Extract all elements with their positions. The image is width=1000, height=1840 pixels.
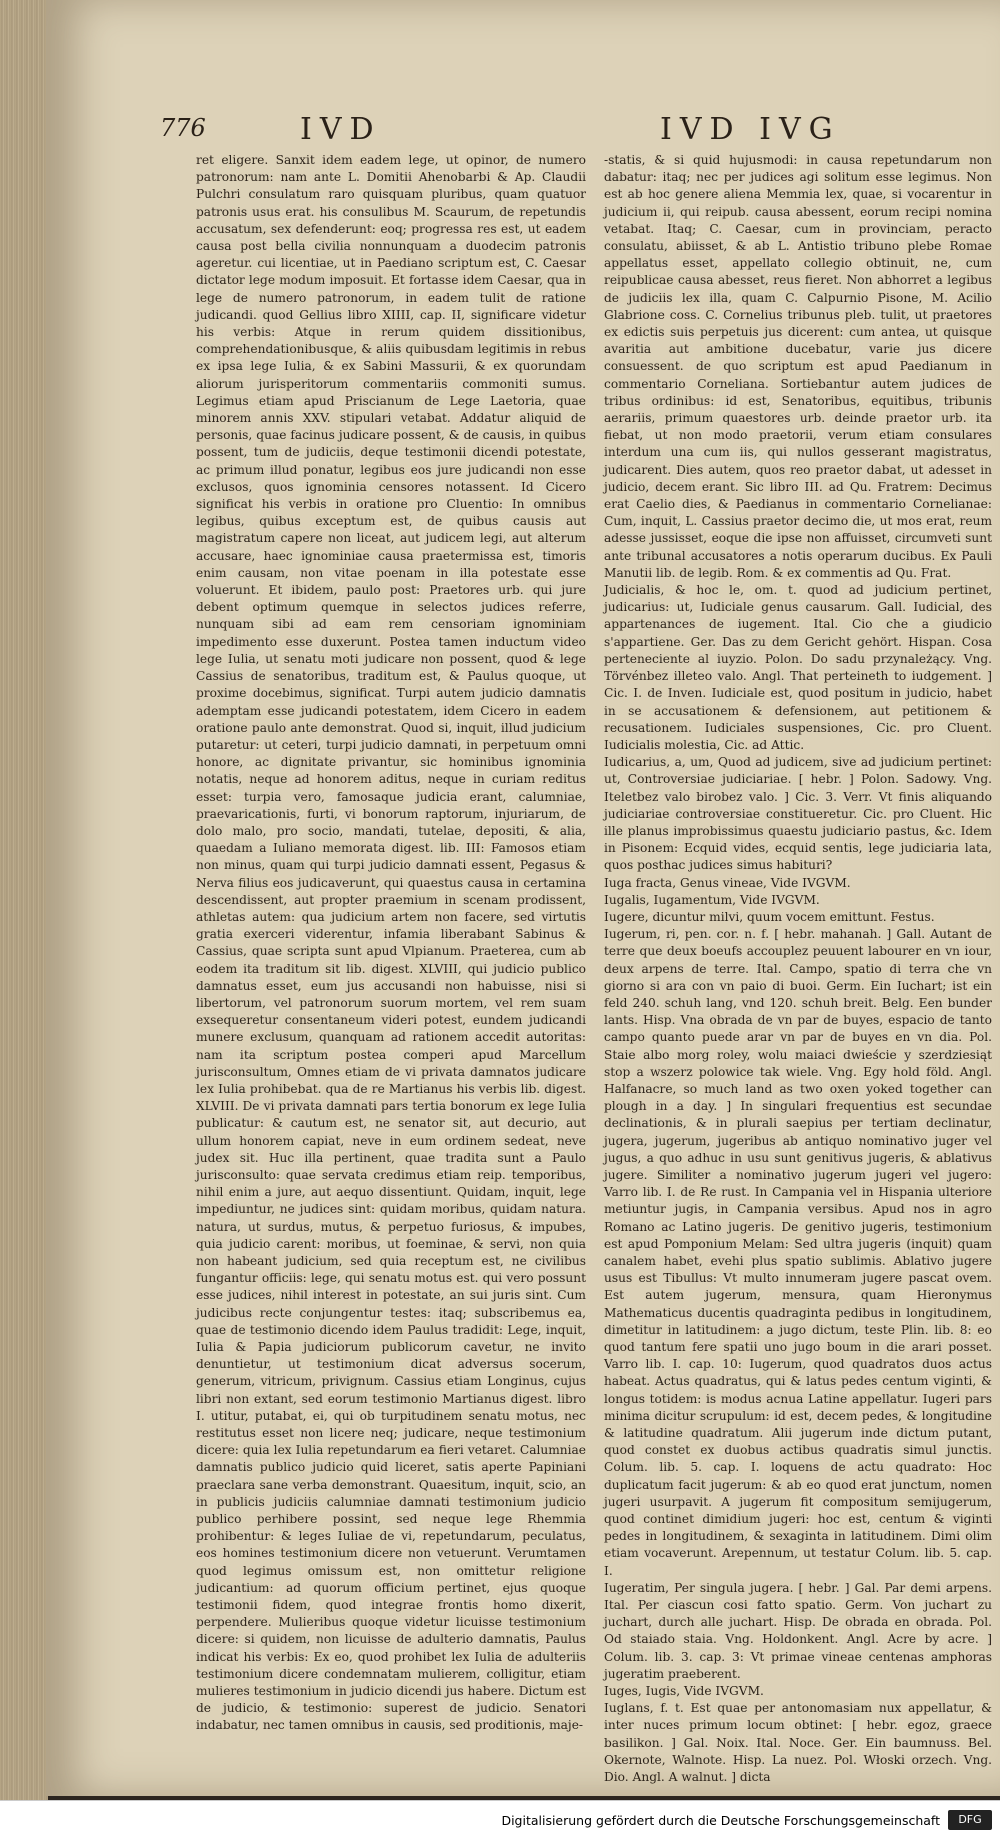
text-column-left <box>196 152 586 1733</box>
dictionary-entry-jugalis: Iugalis, Iugamentum, Vide IVGVM. <box>604 892 820 907</box>
dictionary-entry-juga-fracta: Iuga fracta, Genus vineae, Vide IVGVM. <box>604 875 851 890</box>
dictionary-entry-jugeratim: Iugeratim, Per singula jugera. [ hebr. ] Gal. Par demi arpens. Ital. Per ciascun cosi fatto spatio. Germ. Von juchart zu juchart, durch alle juchart. Hisp. De obrada en obrada. Pol. Od staiado staia. Vng. Holdonkent. Angl. Acre by acre. ] Colum. lib. 3. cap. 3: Vt primae vineae centenas amphoras jugeratim praeberent. <box>604 1580 992 1681</box>
dictionary-entry-juglans: Iuglans, f. t. Est quae per antonomasiam nux appellatur, & inter nuces primum locum obtinet: [ hebr. egoz, graece basilikon. ] Gal. Noix. Ital. Noce. Ger. Ein baumnuss. Bel. Okernote, Walnote. Hisp. La nuez. Pol. Włoski orzech. Vng. Dio. Angl. A walnut. ] dicta <box>604 1701 992 1785</box>
text-column-right <box>604 152 992 1785</box>
dictionary-entry-judicialis: Judicialis, & hoc le, om. t. quod ad judicium pertinet, judicarius: ut, Iudiciale genus causarum. Gall. Iudicial, des appartenances de iugement. Ital. Cio che a giudicio s'appartiene. Ger. Das zu dem Gericht gehört. Hispan. Cosa perteneciente al iuyzio. Polon. Do sadu przynależący. Vng. Törvénbez illeteo valo. Angl. That perteineth to iudgement. ] Cic. I. de Inven. Iudiciale est, quod positum in judicio, habet in se accusationem & defensionem, aut petitionem & recusationem. Iudiciales suspensiones, Cic. pro Cluent. Iudicialis molestia, Cic. ad Attic. <box>604 583 992 752</box>
page-header <box>160 112 980 152</box>
running-head-right: IVD IVG <box>660 112 841 147</box>
dictionary-entry-judicarius: Iudicarius, a, um, Quod ad judicem, sive ad judicium pertinet: ut, Controversiae judiciariae. [ hebr. ] Polon. Sadowy. Vng. Iteletbez valo birobez valo. ] Cic. 3. Verr. Vt finis aliquando judiciariae controversiae constitueretur. Cic. pro Cluent. Hic ille planus improbissimus quaestu judiciario pastus, &c. Idem in Pisonem: Ecquid vides, ecquid sentis, lege judiciaria lata, quos posthac judices simus habituri? <box>604 755 992 873</box>
dictionary-entry-juges: Iuges, Iugis, Vide IVGVM. <box>604 1684 764 1699</box>
dfg-logo: DFG <box>948 1810 992 1830</box>
paragraph: ret eligere. Sanxit idem eadem lege, ut opinor, de numero patronorum: nam ante L. Domitii Ahenobarbi & Ap. Claudii Pulchri consulatum raro quisquam pluribus, quam quatuor patronis usus erat. his consulibus M. Scaurum, de repetundis accusatum, sex defenderunt: eoq; progressa res est, ut eadem causa post bella civilia nonnunquam a duodecim patronis ageretur. cui licentiae, ut in Paediano scriptum est, C. Caesar dictator lege modum imposuit. Et fortasse idem Caesar, qua in lege de numero patronorum, in eadem tulit de ratione judicandi. quod Gellius libro XIIII, cap. II, significare videtur his verbis: Atque in rerum quidem dissitionibus, comprehendationibusque, & aliis quibusdam legitimis in rebus ex ipsa lege Iulia, & ex Sabini Massurii, & ex quorundam aliorum jurisperitorum commentariis commoniti sumus. Legimus etiam apud Priscianum de Lege Laetoria, quae minorem annis XXV. stipulari vetabat. Addatur aliquid de personis, quae facinus judicare possent, & de causis, in quibus possent, tum de judiciis, deque testimonii dicendi potestate, ac primum illud ponatur, legibus eos jure judicandi non esse exclusos, quos ignominia censores notassent. Id Cicero significat his verbis in oratione pro Cluentio: In omnibus legibus, quibus exceptum est, de quibus causis aut magistratum capere non liceat, aut judicem legi, aut alterum accusare, haec ignominiae causa praetermissa est, timoris enim causam, non vitae poenam in illa potestate esse voluerunt. Et ibidem, paulo post: Praetores urb. qui jure debent optimum quemque in selectos judices referre, nunquam sibi ad eam rem censoriam ignominiam impedimento esse duxerunt. Postea tamen inductum video lege Iulia, ut senatu moti judicare non possent, quod & lege Cassius de senatoribus, traditum est, & Paulus quoque, ut proxime docebimus, significat. Turpi autem judicio damnatis ademptam esse judicandi potestatem, idem Cicero in eadem oratione paulo ante demonstrat. Quod si, inquit, illud judicium putaretur: ut ceteri, turpi judicio damnati, in perpetuum omni honore, ac dignitate privantur, sic hominibus ignominia notatis, neque ad honorem aditus, neque in curiam reditus esset: turpia vero, famosaque judicia erant, calumniae, praevaricationis, furti, vi bonorum raptorum, injuriarum, de dolo malo, pro socio, mandati, tutelae, depositi, & alia, quaedam a Iuliano memorata digest. lib. III: Famosos etiam non minus, quam qui turpi judicio damnati essent, Pegasus & Nerva filius eos judicaverunt, qui quaestus causa in certamina descendissent, aut propter praemium in scenam prodissent, athletas autem: qua judicium artem non facere, sed virtutis gratia exerceri viderentur, infamia liberabant Sabinus & Cassius, quae scripta sunt apud Vlpianum. Praeterea, cum ab eodem ita traditum sit lib. digest. XLVIII, qui judicio publico damnatus esset, eum jus accusandi non habuisse, nisi si libertorum, vel patronorum suorum mortem, vel rem suam exsequeretur consentaneum videri potest, eundem judicandi munere exclusum, quanquam ad rationem accedit autoritas: nam ita scriptum postea comperi apud Marcellum jurisconsultum, Omnes etiam de vi privata damnatos judicare lex Iulia prohibebat. qua de re Martianus his verbis lib. digest. XLVIII. De vi privata damnati pars tertia bonorum ex lege Iulia publicatur: & cautum est, ne senator sit, aut decurio, aut ullum honorem capiat, neve in eum ordinem sedeat, neve judex sit. Huc illa pertinent, quae tradita sunt a Paulo jurisconsulto: quae servata credimus etiam reip. temporibus, nihil enim a jure, aut aequo dissentiunt. Quidam, inquit, lege impediuntur, ne judices sint: quidam moribus, quidam natura. natura, ut surdus, mutus, & perpetuo furiosus, & impubes, quia judicio carent: moribus, ut foeminae, & servi, non quia non habeant judicium, sed quia receptum est, ne civilibus fungantur officiis: lege, qui senatu motus est. qui vero possunt esse judices, nihil interest in potestate, an sui juris sint. Cum judicibus recte conjungentur testes: itaq; subscribemus ea, quae de testimonio dicendo idem Paulus tradidit: Lege, inquit, Iulia & Papia judiciorum publicorum cavetur, ne invito denuntietur, ut testimonium dicat adversus socerum, generum, vitricum, privignum. Cassius etiam Longinus, cujus libri non extant, sed eorum testimonio Martianus digest. libro I. utitur, putabat, ei, qui ob turpitudinem senatu motus, nec restitutus esset non licere neq; judicare, neque testimonium dicere: quia lex Iulia repetundarum ea fieri vetaret. Calumniae damnatis publico judicio quid liceret, satis aperte Papiniani praeclara sane verba demonstrant. Quaesitum, inquit, scio, an in publicis judiciis calumniae damnati testimonium judicio publico perhibere possint, sed neque lege Rhemmia prohibentur: & leges Iuliae de vi, repetundarum, peculatus, eos homines testimonium dicere non vetuerunt. Verumtamen quod legimus omissum est, non omittetur religione judicantium: ad quorum officium pertinet, ejus quoque testimonii fidem, quod integrae frontis homo dixerit, perpendere. Mulieribus quoque videtur licuisse testimonium dicere: si quidem, non licuisse de adulterio damnatis, Paulus indicat his verbis: Ex eo, quod prohibet lex Iulia de adulteriis testimonium dicere condemnatam mulierem, colligitur, etiam mulieres testimonium in judicio dicendi jus habere. Dictum est de judicio, & testimonio: superest de judicio. Senatori indabatur, nec tamen omnibus in causis, sed proditionis, maje- <box>196 153 586 1733</box>
paragraph: -statis, & si quid hujusmodi: in causa repetundarum non dabatur: itaq; nec per judices agi solitum esse legimus. Non est ab hoc genere aliena Memmia lex, quae, si vocarentur in judicium ii, qui reipub. causa abessent, eorum recipi nomina vetabat. Itaq; C. Caesar, cum in provinciam, peracto consulatu, abiisset, & ab L. Antistio tribuno plebe Romae appellatus esset, appellato collegio obtinuit, ne, cum reipublicae causa abesset, reus fieret. Non abhorret a legibus de judiciis lex illa, quam C. Calpurnio Pisone, M. Acilio Glabrione coss. C. Cornelius tribunus pleb. tulit, ut praetores ex edictis suis perpetuis jus dicerent: cum antea, ut quisque avaritia aut ambitione ducebatur, varie jus dicere consuessent. de quo scriptum est apud Paedianum in commentario Corneliana. Sortiebantur autem judices de tribus ordinibus: id est, Senatoribus, equitibus, tribunis aerariis, primum quaestores urb. deinde praetor urb. ita fiebat, ut non modo praetorii, verum etiam consulares interdum una cum iis, qui nullos gesserant magistratus, judicarent. Dies autem, quos reo praetor dabat, ut adesset in judicio, decem erant. Sic libro III. ad Qu. Fratrem: Decimus erat Caelio dies, & Paedianus in commentario Cornelianae: Cum, inquit, L. Cassius praetor decimo die, ut mos erat, reum adesse jussisset, eoque die ipse non affuisset, circumveti sunt ante tribunal accusatores a notis operarum ducibus. Ex Pauli Manutii lib. de legib. Rom. & ex commentis ad Qu. Frat. <box>604 153 992 580</box>
digitization-footer <box>0 1800 1000 1840</box>
page-number: 776 <box>160 114 206 142</box>
dictionary-entry-jugerum: Iugerum, ri, pen. cor. n. f. [ hebr. mahanah. ] Gall. Autant de terre que deux boeufs accouplez peuuent labourer en vn iour, deux arpens de terre. Ital. Campo, spatio di terra che vn giorno si ara con vn paio di buoi. Germ. Ein Iuchart; ist ein feld 240. schuh lang, vnd 120. schuh breit. Belg. Een bunder lants. Hisp. Vna obrada de vn par de buyes, espacio de tanto campo quanto puede arar vn par de buyes en vn dia. Pol. Staie albo morg roley, wolu maiaci dwieście y szerdziesiąt stop a wszerz polowice tak wiele. Vng. Egy hold föld. Angl. Halfanacre, so much land as two oxen yoked together can plough in a day. ] In singulari frequentius est secundae declinationis, & in plurali saepius per tertiam declinatur, jugera, jugerum, jugeribus ab antiquo nominativo juger vel jugus, a quo adhuc in usu sunt genitivus jugeris, & ablativus jugere. Similiter a nominativo jugerum jugeri vel jugero: Varro lib. I. de Re rust. In Campania vel in Hispania ulteriore metiuntur jugis, in Campania versibus. Apud nos in agro Romano ac Latino jugeris. De genitivo jugeris, testimonium est apud Pomponium Melam: Sed ultra jugeris (inquit) quam canalem habet, evehi plus spatio sublimis. Ablativo jugere usus est Tibullus: Vt multo innumeram jugere pascat ovem. Est autem jugerum, mensura, quam Hieronymus Mathematicus ducentis quadraginta pedibus in longitudinem, dimetitur in latitudinem: a jugo dictum, teste Plin. lib. 8: eo quod tantum fere spatii uno jugo boum in die arari posset. Varro lib. I. cap. 10: Iugerum, quod quadratos duos actus habeat. Actus quadratus, qui & latus pedes centum viginti, & longus totidem: is modus acnua Latine appellatur. Iugeri pars minima dicitur scrupulum: id est, decem pedes, & longitudine & latitudine quadratum. Alii jugerum inde dictum putant, quod constet ex duobus actibus quadratis simul junctis. Colum. lib. 5. cap. I. loquens de actu quadrato: Hoc duplicatum facit jugerum: & ab eo quod erat junctum, nomen jugeri usurpavit. A jugerum fit compositum semijugerum, quod continet dimidium jugeri: hoc est, centum & viginti pedes in longitudinem, & sexaginta in latitudinem. Dimi olim etiam vocaverunt. Arepennum, ut testatur Colum. lib. 5. cap. I. <box>604 927 992 1578</box>
dictionary-entry-jugere: Iugere, dicuntur milvi, quum vocem emittunt. Festus. <box>604 909 935 924</box>
page-stack-edge <box>0 0 48 1800</box>
running-head-left: IVD <box>300 112 382 147</box>
funding-note: Digitalisierung gefördert durch die Deutsche Forschungsgemeinschaft <box>501 1813 940 1828</box>
